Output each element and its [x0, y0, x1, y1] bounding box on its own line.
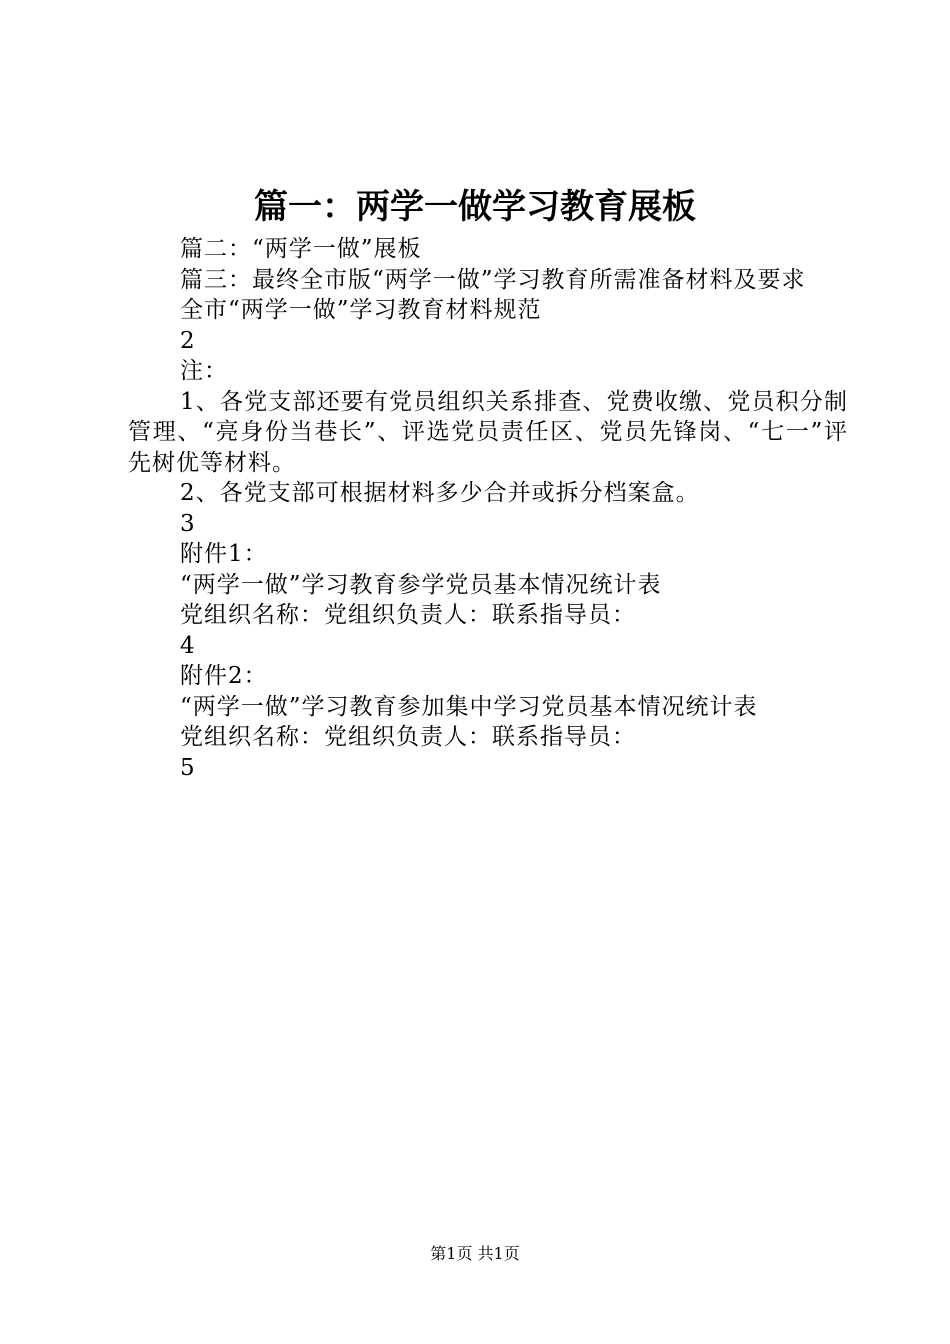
- paragraph: 篇三：最终全市版“两学一做”学习教育所需准备材料及要求: [180, 266, 806, 293]
- document-body: [128, 234, 848, 783]
- paragraph: 3: [180, 510, 196, 537]
- paragraph: 注：: [180, 358, 228, 384]
- paragraph: “两学一做”学习教育参学党员基本情况统计表: [180, 571, 662, 598]
- paragraph: 2: [180, 327, 196, 354]
- paragraph: 党组织名称：党组织负责人：联系指导员：: [180, 724, 636, 750]
- paragraph: 党组织名称：党组织负责人：联系指导员：: [180, 602, 636, 628]
- paragraph: 附件2：: [180, 663, 268, 689]
- paragraph: 5: [180, 754, 196, 781]
- paragraph: 附件1：: [180, 541, 268, 567]
- paragraph: 4: [180, 632, 196, 659]
- paragraph: 篇二：“两学一做”展板: [180, 236, 422, 262]
- paragraph: 2、各党支部可根据材料多少合并或拆分档案盒。: [180, 480, 700, 506]
- paragraph: “两学一做”学习教育参加集中学习党员基本情况统计表: [180, 693, 758, 720]
- page-footer: 第1页 共1页: [430, 1244, 520, 1263]
- document-title: 篇一：两学一做学习教育展板: [254, 187, 696, 227]
- paragraph: 1、各党支部还要有党员组织关系排查、党费收缴、党员积分制管理、“亮身份当巷长”、评选党员责任区、党员先锋岗、“七一”评先树优等材料。: [128, 388, 848, 476]
- paragraph: 全市“两学一做”学习教育材料规范: [180, 297, 542, 323]
